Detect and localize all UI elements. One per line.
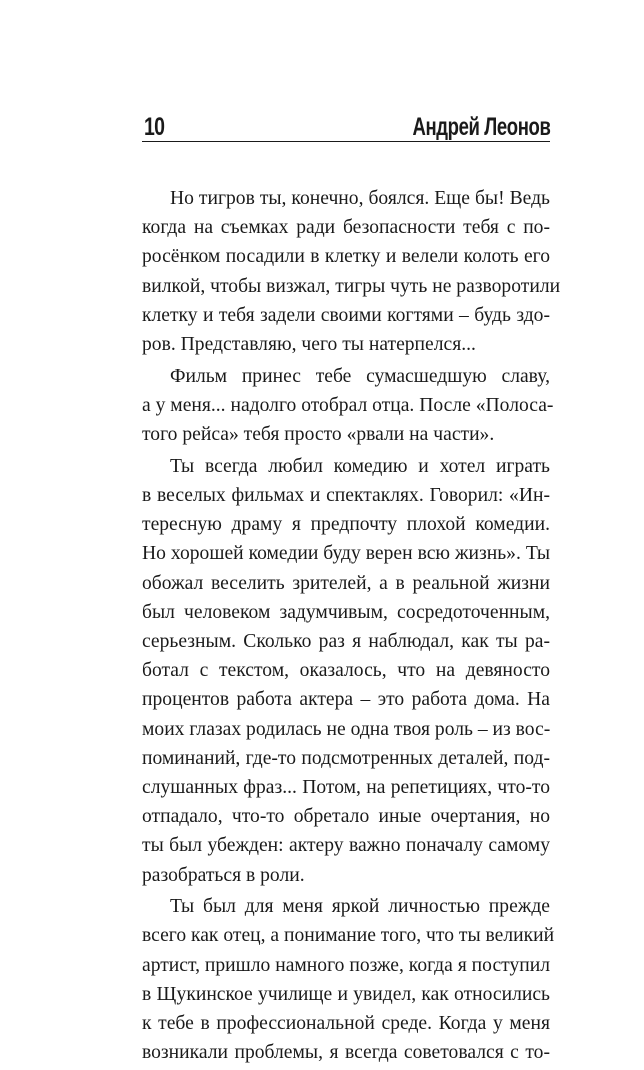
header-rule xyxy=(142,141,550,142)
paragraph-3 xyxy=(142,452,550,890)
text-line: артист, пришло намного позже, когда я поступил xyxy=(142,954,550,976)
text-line: слушанных фраз... Потом, на репетициях, что-то xyxy=(142,776,550,798)
text-line: отпадало, что-то обретало иные очертания, но xyxy=(142,806,550,828)
text-line: тересную драму я предпочту плохой комедии. xyxy=(142,514,550,536)
text-line: Ты всегда любил комедию и хотел играть xyxy=(170,455,550,477)
text-line: моих глазах родилась не одна твоя роль – из вос- xyxy=(142,718,551,740)
running-head-author: Андрей Леонов xyxy=(412,113,550,141)
text-line: Но тигров ты, конечно, боялся. Еще бы! Ведь xyxy=(170,188,550,209)
text-line: серьезным. Сколько раз я наблюдал, как ты ра- xyxy=(142,631,550,652)
text-line: Но хорошей комедии буду верен всю жизнь». Ты xyxy=(142,543,550,565)
text-line: ботал с текстом, оказалось, что на девяносто xyxy=(142,660,550,682)
text-line: процентов работа актера – это работа дома. На xyxy=(142,689,550,711)
text-line: разобраться в роли. xyxy=(142,864,305,886)
text-line: когда на съемках ради безопасности тебя с по- xyxy=(142,217,550,239)
text-line: всего как отец, а понимание того, что ты великий xyxy=(142,925,555,947)
text-line: клетку и тебя задели своими когтями – будь здо- xyxy=(142,304,550,326)
text-line: ров. Представляю, чего ты натерпелся... xyxy=(142,333,476,355)
page-number: 10 xyxy=(144,113,165,141)
text-line: в веселых фильмах и спектаклях. Говорил: «Ин- xyxy=(142,485,550,507)
text-line: того рейса» тебя просто «рвали на части». xyxy=(142,424,495,446)
body-text xyxy=(142,184,561,1070)
text-line: обожал веселить зрителей, а в реальной жизни xyxy=(142,572,550,594)
text-line: в Щукинское училище и увидел, как относились xyxy=(142,983,550,1005)
text-line: Фильм принес тебе сумасшедшую славу, xyxy=(170,365,550,387)
paragraph-4 xyxy=(142,892,555,1067)
running-header xyxy=(142,104,550,144)
text-line: а у меня... надолго отобрал отца. После «Полоса- xyxy=(142,394,554,416)
text-line: был человеком задумчивым, сосредоточенным, xyxy=(142,601,550,623)
text-line: к тебе в профессиональной среде. Когда у меня xyxy=(142,1013,550,1035)
text-line: ты был убежден: актеру важно поначалу самому xyxy=(142,835,550,857)
paragraph-2 xyxy=(142,362,554,450)
paragraph-1 xyxy=(142,184,561,359)
text-line: возникали проблемы, я всегда советовался с то- xyxy=(142,1042,550,1064)
text-line: вилкой, чтобы визжал, тигры чуть не разворотили xyxy=(142,275,561,297)
text-line: росёнком посадили в клетку и велели колоть его xyxy=(142,246,550,268)
text-line: Ты был для меня яркой личностью прежде xyxy=(170,896,550,918)
text-line: поминаний, где-то подсмотренных деталей, под- xyxy=(142,747,550,769)
